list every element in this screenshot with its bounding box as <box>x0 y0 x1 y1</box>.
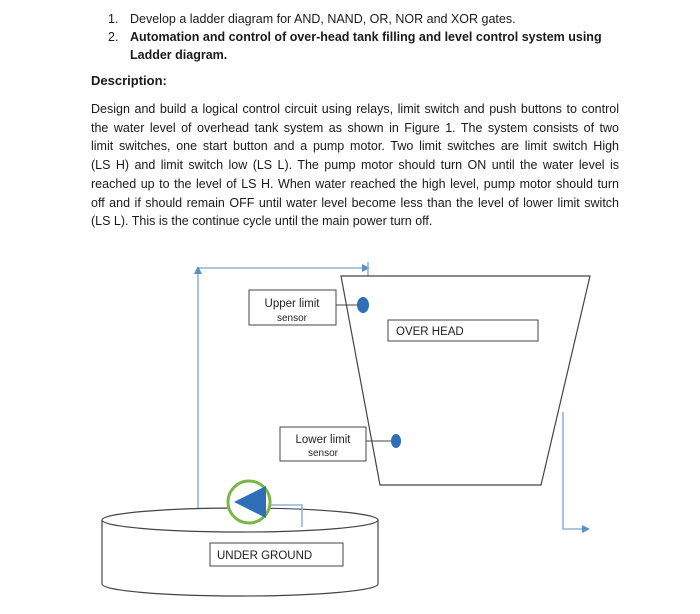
description-line: the water level of overhead tank system as shown in Figure 1. The system consists of two <box>91 120 619 135</box>
description-line: off and if should remain OFF until water level become less than the level of lower limit switch <box>91 195 619 210</box>
upper-sensor-dot-body <box>357 297 369 313</box>
overhead-label: OVER HEAD <box>396 326 464 338</box>
upper-sensor-label-2: sensor <box>276 313 308 324</box>
list-text: Develop a ladder diagram for AND, NAND, OR, NOR and XOR gates. <box>130 12 516 26</box>
outlet-pipe-arrow <box>582 525 590 533</box>
upper-sensor-label-1: Upper limit <box>264 298 320 310</box>
list-number: 2. <box>108 30 119 44</box>
description-line: reached up to the level of LS H. When water reached the high level, pump motor should turn <box>91 176 619 191</box>
description-line: (LS H) and limit switch low (LS L). The pump motor should turn ON until the water level is <box>91 158 619 173</box>
description-heading: Description: <box>91 73 167 88</box>
lower-sensor-label-1: Lower limit <box>295 434 351 446</box>
list-number: 1. <box>108 12 119 26</box>
description-line: limit switches, one start button and a pump motor. Two limit switches are limit switch High <box>91 139 619 154</box>
list-text: Automation and control of over-head tank filling and level control system using Ladder diagram. <box>130 30 602 62</box>
lower-sensor-label-2: sensor <box>307 448 339 459</box>
overhead-tank <box>341 276 590 485</box>
description-line: Design and build a logical control circuit using relays, limit switch and push buttons to control <box>91 102 619 116</box>
outlet-pipe <box>563 412 586 529</box>
lower-sensor-dot <box>391 434 401 448</box>
description-line: (LS L). This is the continue cycle until the main power turn off. <box>91 214 433 229</box>
underground-label: UNDER GROUND <box>217 550 313 562</box>
